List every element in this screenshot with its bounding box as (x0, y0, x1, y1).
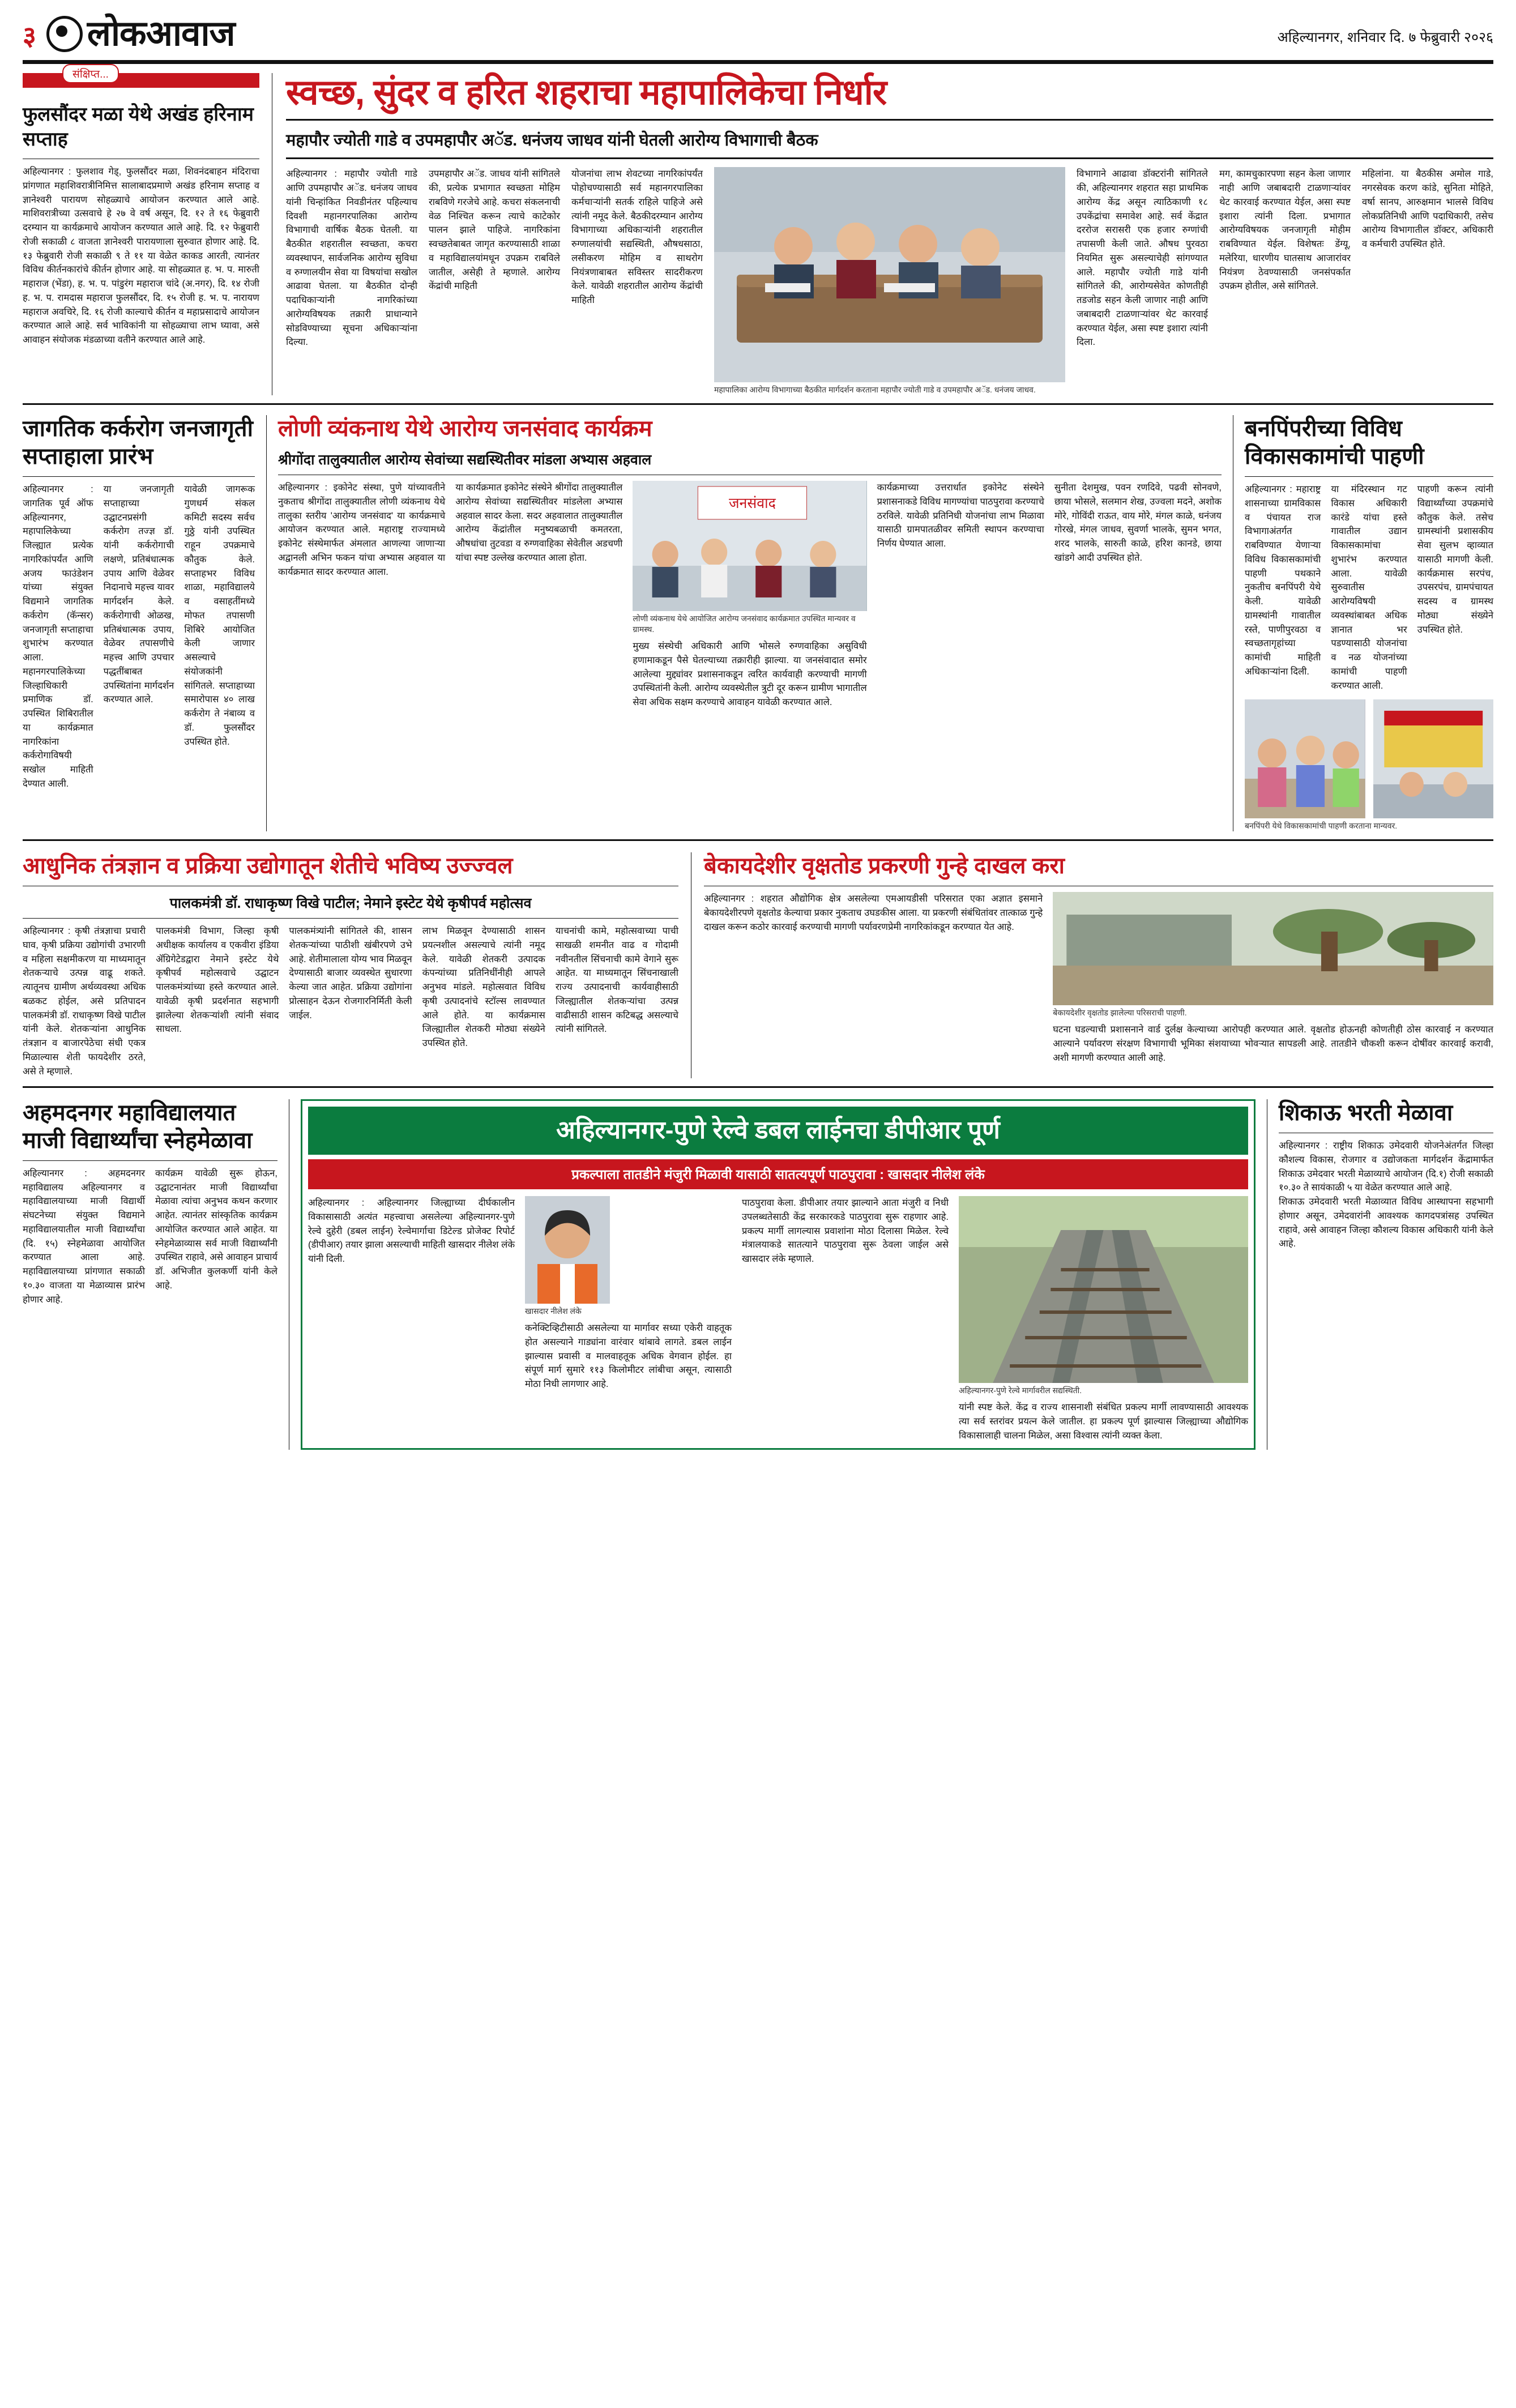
lead-col-1: अहिल्यानगर : महापौर ज्योती गाडे आणि उपमहापौर अॅड. धनंजय जाधव यांनी चिन्हांकित निवडीनंतर पहिल्याच दिवशी महानगरपालिका आरोग्य विभागाची वार्षिक बैठक घेतली. या बैठकीत शहरातील स्वच्छता, कचरा व्यवस्थापन, सार्वजनिक आरोग्य सुविधा व रुग्णालयीन सेवा या विषयांचा सखोल आढावा घेतला. या बैठकीत दोन्ही पदाधिकाऱ्यांनी नागरिकांच्या आरोग्यविषयक तक्रारी प्राधान्याने सोडविण्याच्या सूचना अधिकाऱ्यांना दिल्या. (286, 169, 417, 348)
tantra-col-3: पालकमंत्र्यांनी सांगितले की, शासन शेतकऱ्यांच्या पाठीशी खंबीरपणे उभे आहे. शेतीमालाला योग्य भाव मिळवून देण्यासाठी बाजार व्यवस्थेत सुधारणा केल्या जात आहेत. प्रक्रिया उद्योगांना प्रोत्साहन देऊन रोजगारनिर्मिती केली जाईल. (289, 926, 412, 1021)
logo-mark-icon (46, 16, 83, 52)
divider (23, 476, 255, 477)
banner-photo-illustration (1373, 699, 1494, 818)
banpimpri-columns (1245, 483, 1493, 693)
story-shikau (1267, 1099, 1493, 1450)
brief-column (23, 69, 272, 395)
lead-subhead: महापौर ज्योती गाडे व उपमहापौर अॅड. धनंजय जाधव यांनी घेतली आरोग्य विभागाची बैठक (286, 131, 818, 150)
tantra-subhead: पालकमंत्री डॉ. राधाकृष्ण विखे पाटील; नेमाने इस्टेट येथे कृषीपर्व महोत्सव (169, 895, 532, 912)
loni-col-4: कार्यक्रमाच्या उत्तरार्धात इकोनेट संस्थेने प्रशासनाकडे विविध मागण्यांचा पाठपुरावा करण्याचे ठरविले. यावेळी प्रतिनिधी योजनांचा लाभ मिळावा यासाठी ग्रामपातळीवर समिती स्थापन करण्याचा निर्णय घेण्यात आला. (877, 483, 1044, 549)
section-agriculture (23, 852, 1493, 1078)
svg-text:जनसंवाद: जनसंवाद (729, 495, 776, 512)
section-divider (23, 839, 1493, 841)
vriksh-headline: बेकायदेशीर वृक्षतोड प्रकरणी गुन्हे दाखल करा (704, 853, 1065, 879)
story-railway (289, 1099, 1267, 1450)
meeting-photo-illustration (714, 167, 1065, 382)
lead-photo (714, 167, 1065, 382)
brief-tag-label: संक्षिप्त... (62, 64, 119, 83)
loni-col-3: मुख्य संस्थेची अधिकारी आणि भोसले रुग्णवाहिका असुविधी हणामाकडून पैसे घेतल्याच्या तक्रारीही झाल्या. या जनसंवादात समोर आलेल्या मुद्द्यांवर प्रशासनाकडून त्वरित कार्यवाही करण्याची मागणी उपस्थितांनी केली. आरोग्य व्यवस्थेतील त्रुटी दूर करून ग्रामीण भागातील सेवा अधिक सक्षम करण्याचे आवाहन यावेळी करण्यात आले. (633, 641, 867, 708)
railway-track-photo (959, 1196, 1248, 1383)
masthead-title: लोकआवाज (87, 14, 235, 53)
banpimpri-photo-caption: बनपिंपरी येथे विकासकामांची पाहणी करताना मान्यवर. (1245, 821, 1398, 831)
mp-portrait-illustration (525, 1196, 610, 1304)
railway-subhead: प्रकल्पाला तातडीने मंजुरी मिळावी यासाठी सातत्यपूर्ण पाठपुरावा : खासदार नीलेश लंके (308, 1159, 1248, 1189)
railway-col-3: पाठपुरावा केला. डीपीआर तयार झाल्याने आता मंजुरी व निधी उपलब्धतेसाठी केंद्र सरकारकडे पाठपुरावा सुरू राहणार आहे. प्रकल्प मार्गी लागल्यास प्रवाशांना मोठा दिलासा मिळेल. रेल्वे मंत्रालयाकडे सातत्याने पाठपुरावा सुरू ठेवला जाईल असे खासदार लंके म्हणाले. (742, 1198, 949, 1265)
snehmelava-headline: अहमदनगर महाविद्यालयात माजी विद्यार्थ्यांचा स्नेहमेळावा (23, 1100, 253, 1154)
cancer-headline: जागतिक कर्करोग जनजागृती सप्ताहाला प्रारंभ (23, 416, 253, 469)
lead-story (272, 73, 1493, 395)
banpimpri-col-3: पाहणी करून त्यांनी विद्यार्थ्यांच्या उपक्रमांचे कौतुक केले. तसेच ग्रामस्थांनी प्रशासकीय सेवा सुलभ व्हाव्यात यासाठी मागणी केली. कार्यक्रमास सरपंच, उपसरपंच, ग्रामपंचायत सदस्य व ग्रामस्थ मोठ्या संख्येने उपस्थित होते. (1417, 484, 1493, 635)
lead-columns (286, 167, 1493, 395)
loni-subhead: श्रीगोंदा तालुक्यातील आरोग्य सेवांच्या सद्यस्थितीवर मांडला अभ्यास अहवाल (278, 452, 652, 468)
tantra-col-5: याचनांची कामे, महोत्सवाच्या पाची साखळी शमनीत वाढ व गोदामी नवीनतील सिंचनाची कामे वेगाने सुरू आहेत. या माध्यमातून सिंचनाखाली राज्य उत्पादनाची कार्यवाहीसाठी जिल्ह्यातील शेतकऱ्यांचा उत्पन्न वाढीसाठी शासन कटिबद्ध असल्याचे त्यांनी सांगितले. (555, 926, 679, 1035)
lead-col-4: विभागाने आढावा डॉक्टरांनी सांगितले की, अहिल्यानगर शहरात सहा प्राथमिक आरोग्य केंद्र असून त्याठिकाणी १८ उपकेंद्रांचा समावेश आहे. सर्व केंद्रात दररोज सरासरी एक हजार रुग्णांची तपासणी केली जाते. औषध पुरवठा नियमित सुरू असल्याचेही सांगण्यात आले. महापौर ज्योती गाडे यांनी सांगितले की, आरोग्यसेवेत कोणतीही तडजोड सहन केली जाणार नाही आणि जबाबदारी टाळणाऱ्यांवर थेट कारवाई करण्यात येईल, असा स्पष्ट इशारा त्यांनी दिला. (1077, 169, 1208, 348)
lead-col-5: मग, कामचुकारपणा सहन केला जाणार नाही आणि जबाबदारी टाळणाऱ्यांवर थेट कारवाई करण्यात येईल, असा स्पष्ट इशारा त्यांनी दिला. प्रभागात आरोग्यविषयक जनजागृती मोहीम राबविण्यात येईल. विशेषतः डेंग्यू, मलेरिया, धारणीय घातसाथ आजारांवर नियंत्रण ठेवण्यासाठी जनसंपर्कात उपक्रम होतील, असे सांगितले. (1219, 169, 1351, 292)
banpimpri-col-2: या मंदिरस्थान गट विकास अधिकारी कारंडे यांचा हस्ते गावातील उद्यान विकासकामांचा शुभारंभ करण्यात आला. यावेळी सुरुवातीस आरोग्यविषयी व्यवस्थांबाबत अधिक ज्ञानात भर पडण्यासाठी योजनांचा व नळ योजनांच्या कामांची पाहणी करण्यात आली. (1331, 484, 1407, 691)
dateline: अहिल्यानगर, शनिवार दि. ७ फेब्रुवारी २०२६ (1277, 29, 1493, 45)
snehmelava-col-2: कार्यक्रम यावेळी सुरू होऊन, उद्घाटनानंतर माजी विद्यार्थ्यांचा मेळावा त्यांचा अनुभव कथन करणार आहेत. त्यानंतर सांस्कृतिक कार्यक्रम आयोजित करण्यात आले आहेत. या स्नेहमेळाव्यास सर्व माजी विद्यार्थ्यांनी उपस्थित राहावे, असे आवाहन प्राचार्य डॉ. अभिजीत कुलकर्णी यांनी केले आहे. (155, 1168, 277, 1291)
loni-photo-caption: लोणी व्यंकनाथ येथे आयोजित आरोग्य जनसंवाद कार्यक्रमात उपस्थित मान्यवर व ग्रामस्थ. (633, 614, 856, 634)
cancer-col-2: या जनजागृती सप्ताहाच्या उद्घाटनप्रसंगी कर्करोग तज्ज्ञ डॉ. यांनी कर्करोगाची लक्षणे, प्रतिबंधात्मक उपाय आणि वेळेवर निदानाचे महत्त्व यावर मार्गदर्शन केले. कर्करोगाची ओळख, प्रतिबंधात्मक उपाय, वेळेवर तपासणीचे महत्त्व आणि उपचार पद्धतींबाबत उपस्थितांना मार्गदर्शन करण्यात आले. (103, 484, 174, 705)
vriksh-col-1: अहिल्यानगर : शहरात औद्योगिक क्षेत्र असलेल्या एमआयडीसी परिसरात एका अज्ञात इसमाने बेकायदेशीरपणे वृक्षतोड केल्याचा प्रकार नुकताच उघडकीस आला. या प्रकरणी संबंधितांवर तात्काळ गुन्हे दाखल करून कठोर कारवाई करण्याची मागणी पर्यावरणप्रेमी नागरिकांकडून करण्यात येत आहे. (704, 894, 1043, 932)
loni-col-2: या कार्यक्रमात इकोनेट संस्थेने श्रीगोंदा तालुक्यातील आरोग्य सेवांच्या सद्यस्थितीवर मांडलेला अभ्यास अहवाल सादर केला. सदर अहवालात तालुक्यातील आरोग्य केंद्रांतील मनुष्यबळाची कमतरता, औषधांचा तुटवडा व रुग्णवाहिका सेवेतील अडचणी यांचा स्पष्ट उल्लेख करण्यात आला होता. (455, 483, 623, 563)
lead-photo-caption: महापालिका आरोग्य विभागाच्या बैठकीत मार्गदर्शन करताना महापौर ज्योती गाडे व उपमहापौर अॅड. धनंजय जाधव. (714, 385, 1036, 395)
loni-col-5: सुनीता देशमुख, पवन रणदिवे, पढवी सोनवणे, छाया भोसले, सलमान शेख, उज्वला मदने, अशोक मोरे, गोविंदी राऊत, वाय मोरे, मंगल काळे, धनंजय गोरखे, मंगल जाधव, सुवर्णा भालके, सुमन भगत, शरद भालके, सारुती काळे, हरिश कानडे, छाया खांडगे आदी उपस्थित होते. (1054, 483, 1222, 563)
lead-col-3: योजनांचा लाभ शेवटच्या नागरिकांपर्यंत पोहोचण्यासाठी सर्व महानगरपालिका कर्मचाऱ्यांनी सतर्क राहिले पाहिजे असे त्यांनी नमूद केले. बैठकीदरम्यान आरोग्य विभागाच्या अधिकाऱ्यांनी शहरातील रुग्णालयांची सद्यस्थिती, औषधसाठा, लसीकरण मोहिम व साथरोग नियंत्रणाबाबत सविस्तर सादरीकरण केले. यावेळी शहरातील आरोग्य केंद्रांची माहिती (571, 169, 703, 306)
vriksh-photo (1053, 892, 1493, 1005)
divider (23, 918, 678, 919)
tantra-col-2: पालकमंत्री विभाग, जिल्हा कृषी अधीक्षक कार्यालय व एकवीरा इंडिया ॲग्रिगेटेडद्वारा नेमाने इस्टेट येथे कृषीपर्व महोत्सवाचे उद्घाटन पालकमंत्र्यांच्या हस्ते करण्यात आले. यावेळी कृषी प्रदर्शनात सहभागी झालेल्या शेतकऱ्यांशी त्यांनी संवाद साधला. (156, 926, 279, 1035)
railway-frame (301, 1099, 1255, 1450)
railway-portrait-caption: खासदार नीलेश लंके (525, 1307, 582, 1316)
railway-track-caption: अहिल्यानगर-पुणे रेल्वे मार्गावरील सद्यस्थिती. (959, 1386, 1082, 1395)
divider (286, 119, 1493, 121)
women-group-photo-illustration (1245, 699, 1365, 818)
banpimpri-headline: बनपिंपरीच्या विविध विकासकामांची पाहणी (1245, 416, 1424, 469)
story-loni (266, 415, 1233, 831)
cancer-col-1: अहिल्यानगर : जागतिक पूर्व ऑफ अहिल्यानगर, महापालिकेच्या जिल्ह्यात प्रत्येक नागरिकांपर्यंत आणि अजय फाउंडेशन यांच्या संयुक्त विद्यमाने जागतिक कर्करोग (कॅन्सर) जनजागृती सप्ताहाचा शुभारंभ करण्यात आला. महानगरपालिकेच्या जिल्हाधिकारी प्रमाणिक डॉ. उपस्थित शिबिरातील या कार्यक्रमात नागरिकांना कर्करोगाविषयी सखोल माहिती देण्यात आली. (23, 484, 93, 789)
sanvad-photo-illustration (633, 481, 866, 611)
story-snehmelava (23, 1099, 289, 1450)
vriksh-columns (704, 892, 1493, 1065)
masthead (23, 0, 1493, 60)
lead-col-6: महिलांना. या बैठकीस अमोल गाडे, नगरसेवक करण कांडे, सुनिता मोहिते, वर्षा सानप, आरुक्षमान भालसे विविध लोकप्रतिनिधी आणि पदाधिकारी, तसेच आरोग्य विभागातील डॉक्टर, अधिकारी व कर्मचारी उपस्थित होते. (1362, 169, 1493, 250)
railway-columns (308, 1196, 1248, 1442)
vriksh-photo-caption: बेकायदेशीर वृक्षतोड झालेल्या परिसराची पाहणी. (1053, 1008, 1187, 1018)
section-divider (23, 1086, 1493, 1088)
section-divider (23, 403, 1493, 405)
brief-tag-bar (23, 69, 259, 88)
tantra-columns (23, 924, 678, 1078)
railway-track-illustration (959, 1196, 1248, 1383)
section-bottom (23, 1099, 1493, 1450)
story-cancer (23, 415, 266, 831)
railway-col-4: यांनी स्पष्ट केले. केंद्र व राज्य शासनाशी संबंधित प्रकल्प मार्गी लावण्यासाठी आवश्यक त्या सर्व स्तरांवर प्रयत्न केले जातील. हा प्रकल्प पूर्ण झाल्यास जिल्ह्याच्या औद्योगिक विकासालाही चालना मिळेल, असा विश्वास त्यांनी व्यक्त केला. (959, 1402, 1248, 1441)
divider (1245, 476, 1493, 477)
shikau-col-1: अहिल्यानगर : राष्ट्रीय शिकाऊ उमेदवारी योजनेअंतर्गत जिल्हा कौशल्य विकास, रोजगार व उद्योजकता मार्गदर्शन केंद्रामार्फत शिकाऊ उमेदवार भरती मेळाव्याचे आयोजन (दि.१) रोजी सकाळी १०.३० ते सायंकाळी ५ या वेळेत करण्यात आले आहे. (1279, 1141, 1493, 1193)
logo (46, 16, 235, 52)
lead-headline: स्वच्छ, सुंदर व हरित शहराचा महापालिकेचा निर्धार (286, 73, 887, 112)
tree-cutting-photo-illustration (1053, 892, 1493, 1005)
cancer-columns (23, 483, 255, 791)
brief-body: अहिल्यानगर : फुलशाव गेड्, फुलसौंदर मळा, शिवनंदबाहन मंदिराचा प्रांगणात महाशिवरात्रीनिमित्त सालाबादप्रमाणे अखंड हरिनाम सप्ताह व ज्ञानेश्वरी पारायण सोहळ्याचे आयोजन करण्यात आले आहे. माशिवरात्रीच्या उत्सवाचे हे २७ वे वर्ष असून, दि. १२ ते १६ फेब्रुवारी दरम्यान या कार्यक्रमाचे आयोजन करण्यात आले आहे. दि. १२ फेब्रुवारी रोजी सकाळी ८ वाजता ज्ञानेश्वरी पारायणाला सुरुवात होणार आहे. दि. १३ फेब्रुवारी रोजी सकाळी ९ ते ११ या वेळेत काकड आरती, त्यानंतर विविध कीर्तनकारांचे कीर्तन होणार आहे. या सोहळ्यात ह. भ. प. मारुती महाराज (भेंडा), ह. भ. प. पांडुरंग महाराज चांदे (अ.नगर), दि. १४ रोजी ह. भ. प. रामदास महाराज फुलसौंदर, दि. १५ रोजी ह. भ. प. नारायण महाराज अवचिरे, दि. १६ रोजी काल्याचे कीर्तन व महाप्रसादाचे आयोजन करण्यात आले आहे. सर्व भाविकांनी या सोहळ्याचा लाभ घ्यावा, असे आवाहन संयोजक मंडळाच्या वतीने करण्यात आले आहे. (23, 166, 259, 345)
tantra-col-4: लाभ मिळवून देण्यासाठी शासन प्रयत्नशील असल्याचे त्यांनी नमूद केले. यावेळी शेतकरी उत्पादक कंपन्यांच्या प्रतिनिधींनीही आपले अनुभव मांडले. महोत्सवात विविध कृषी उत्पादनांचे स्टॉल्स लावण्यात आले होते. या कार्यक्रमास जिल्ह्यातील शेतकरी मोठ्या संख्येने उपस्थित होते. (422, 926, 545, 1049)
story-vriksh (691, 852, 1493, 1078)
railway-col-1: अहिल्यानगर : अहिल्यानगर जिल्ह्याच्या दीर्घकालीन विकासासाठी अत्यंत महत्त्वाचा असलेल्या अहिल्यानगर-पुणे रेल्वे दुहेरी (डबल लाईन) रेल्वेमार्गाचा डिटेल्ड प्रोजेक्ट रिपोर्ट (डीपीआर) तयार झाला असल्याची माहिती खासदार नीलेश लंके यांनी दिली. (308, 1198, 515, 1265)
loni-columns (278, 481, 1222, 710)
banpimpri-photo-2 (1373, 699, 1494, 818)
loni-photo (633, 481, 866, 611)
story-tantra (23, 852, 691, 1078)
section-lead (23, 69, 1493, 395)
tantra-col-1: अहिल्यानगर : कृषी तंत्रज्ञाचा प्रचारी घाव, कृषी प्रक्रिया उद्योगांची उभारणी व महिला सक्षमीकरण या माध्यमातून शेतकऱ्याचे उत्पन्न वाढू शकते. त्यातूनच ग्रामीण अर्थव्यवस्था अधिक बळकट होईल, असे प्रतिपादन पालकमंत्री डॉ. राधाकृष्ण विखे पाटील यांनी केले. शेतकऱ्यांना आधुनिक तंत्रज्ञान व बाजारपेठेचा संधी एकत्र मिळाल्यास शेती फायदेशीर ठरते, असे ते म्हणाले. (23, 926, 146, 1077)
shikau-headline: शिकाऊ भरती मेळावा (1279, 1100, 1453, 1126)
story-banpimpri (1233, 415, 1493, 831)
vriksh-col-2: घटना घडल्याची प्रशासनाने वार्ड दुर्लक्ष केल्याच्या आरोपही करण्यात आले. वृक्षतोड होऊनही कोणतीही ठोस कारवाई न करण्यात आल्याने पर्यावरण संरक्षण विभागाची भूमिका संशयाच्या भोवऱ्यात सापडली आहे. तातडीने चौकशी करून दोषींवर कारवाई करावी, अशी मागणी करण्यात आली आहे. (1053, 1024, 1493, 1063)
banpimpri-col-1: अहिल्यानगर : महाराष्ट्र शासनाच्या ग्रामविकास व पंचायत राज विभागाअंतर्गत राबविण्यात येणाऱ्या विविध विकासकामांची पाहणी पथकाने नुकतीच बनपिंपरी येथे केली. यावेळी ग्रामस्थांनी गावातील रस्ते, पाणीपुरवठा व स्वच्छतागृहांच्या कामांची माहिती अधिकाऱ्यांना दिली. (1245, 484, 1321, 677)
railway-col-2: कनेक्टिव्हिटीसाठी असलेल्या या मार्गावर सध्या एकेरी वाहतूक होत असल्याने गाड्यांना वारंवार थांबावे लागते. डबल लाईन झाल्यास प्रवासी व मालवाहतूक अधिक वेगवान होईल. हा संपूर्ण मार्ग सुमारे ११३ किलोमीटर लांबीचा असून, त्यासाठी मोठा निधी लागणार आहे. (525, 1323, 732, 1390)
lead-col-2: उपमहापौर अॅड. जाधव यांनी सांगितले की, प्रत्येक प्रभागात स्वच्छता मोहिम राबविणे गरजेचे आहे. कचरा संकलनाची वेळ निश्चित करून त्याचे काटेकोर पालन झाले पाहिजे. नागरिकांना स्वच्छतेबाबत जागृत करण्यासाठी शाळा व महाविद्यालयांमधून उपक्रम राबविले जातील, असेही ते म्हणाले. आरोग्य केंद्रांची माहिती (429, 169, 560, 292)
banpimpri-photo (1245, 699, 1365, 818)
cancer-col-3: यावेळी जागरूक गुणधर्म संकल कमिटी सदस्य सर्वच गुठ्ठे यांनी उपस्थित राहून उपक्रमाचे कौतुक केले. सप्ताहभर विविध शाळा, महाविद्यालये व वसाहतींमध्ये मोफत तपासणी शिबिरे आयोजित केली जाणार असल्याचे संयोजकांनी सांगितले. सप्ताहाच्या समारोपास ४० लाख कर्करोग ते नंबाव्य व डॉ. फुलसौंदर उपस्थित होते. (184, 484, 255, 747)
divider (23, 1160, 277, 1161)
snehmelava-columns (23, 1167, 277, 1307)
brief-headline: फुलसौंदर मळा येथे अखंड हरिनाम सप्ताह (23, 104, 254, 150)
tantra-headline: आधुनिक तंत्रज्ञान व प्रक्रिया उद्योगातून शेतीचे भविष्य उज्ज्वल (23, 853, 513, 879)
shikau-col-2: शिकाऊ उमेदवारी भरती मेळाव्यात विविध आस्थापना सहभागी होणार असून, उमेदवारांनी आवश्यक कागदपत्रांसह उपस्थित राहावे, असे आवाहन जिल्हा कौशल्य विकास अधिकारी यांनी केले आहे. (1279, 1197, 1493, 1249)
railway-portrait (525, 1196, 610, 1304)
divider (286, 157, 1493, 159)
railway-headline: अहिल्यानगर-पुणे रेल्वे डबल लाईनचा डीपीआर पूर्ण (308, 1107, 1248, 1155)
masthead-rule (23, 60, 1493, 64)
section-middle (23, 415, 1493, 831)
loni-col-1: अहिल्यानगर : इकोनेट संस्था, पुणे यांच्यावतीने नुकताच श्रीगोंदा तालुक्यातील लोणी व्यंकनाथ येथे तालुका स्तरीय 'आरोग्य जनसंवाद' या कार्यक्रमाचे आयोजन करण्यात आले. महाराष्ट्र राज्यामध्ये इकोनेट संस्थेमार्फत अंमलात आणल्या जाणाऱ्या अद्वानली अभिन फकन यांचा अभ्यास अहवाल या कार्यक्रमात सादर करण्यात आला. (278, 483, 446, 577)
masthead-left (23, 16, 235, 52)
loni-headline: लोणी व्यंकनाथ येथे आरोग्य जनसंवाद कार्यक्रम (278, 416, 652, 442)
page-number: ३ (23, 21, 36, 50)
snehmelava-col-1: अहिल्यानगर : अहमदनगर महाविद्यालय अहिल्यानगर व महाविद्यालयाच्या माजी विद्यार्थी संघटनेच्या संयुक्त विद्यमाने महाविद्यालयातील माजी विद्यार्थ्यांचा (दि. १५) स्नेहमेळावा आयोजित करण्यात आला आहे. महाविद्यालयाच्या प्रांगणात सकाळी १०.३० वाजता या मेळाव्यास प्रारंभ होणार आहे. (23, 1168, 145, 1305)
